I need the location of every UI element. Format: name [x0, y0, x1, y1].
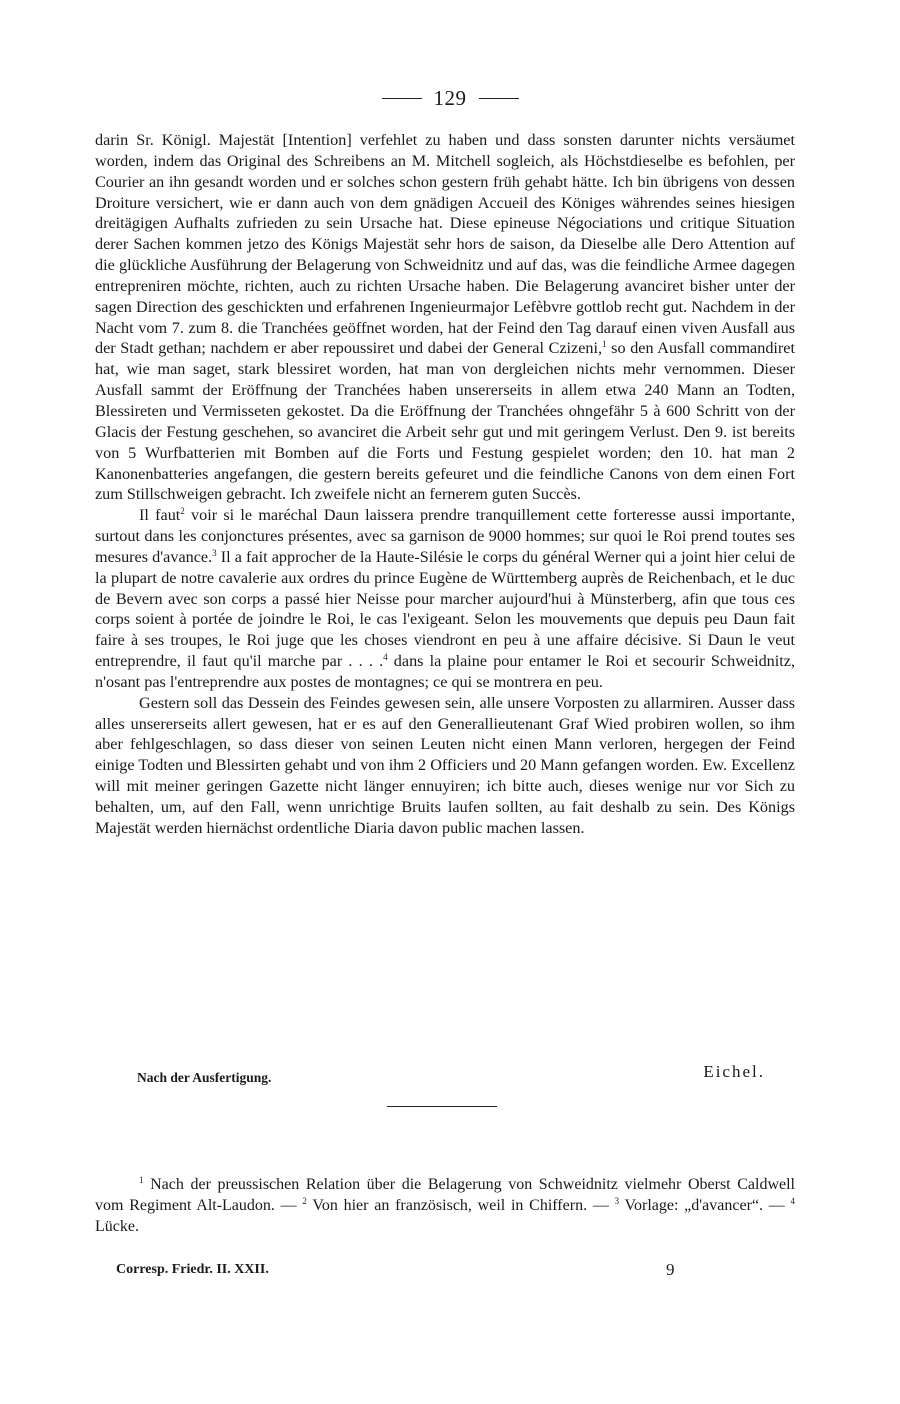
- paragraph: [95, 693, 795, 839]
- text-segment: Nach der preussischen Relation über die Belagerung von Schweidnitz vielmehr Oberst Caldwell vom Regiment Alt-Laudon. —: [95, 1176, 795, 1214]
- signature: Eichel.: [703, 1062, 765, 1081]
- footnote-marker: 3: [614, 1196, 620, 1206]
- signoff-row: [95, 1062, 795, 1090]
- footnote-marker: 2: [180, 506, 185, 517]
- text-segment: so den Ausfall commandiret hat, wie man saget, stark blessiret worden, hat man von dergleichen nichts mehr vernommen. Dieser Ausfall sammt der Eröffnung der Tranchées haben unsererseits in allem etwa 240 Mann an Todten, Blessireten und Vermisseten gekostet. Da die Eröffnung der Tranchées ohngefähr 5 à 600 Schritt von der Glacis der Festung geschehen, so avanciret die Arbeit sehr gut und mit geringem Verlust. Den 9. ist bereits von 5 Wurfbatterien mit Bomben auf die Forts und Festung gespielet worden; den 10. hat man 2 Kanonenbatteries angefangen, die gestern bereits gefeuret und die feindliche Canons von dem einen Fort zum Stillschweigen gebracht. Ich zweifele nicht an fernerem guten Succès.: [95, 339, 795, 504]
- text-segment: voir si le maréchal Daun laissera prendre tranquillement cette forteresse aussi importante, surtout dans les conjonctures présentes, avec sa garnison de 9000 hommes; sur quoi le Roi prend toutes ses mesures d'avance.: [95, 506, 795, 566]
- text-segment: darin Sr. Königl. Majestät [Intention] verfehlet zu haben und dass sonsten darunter nichts versäumet worden, indem das Original des Schreibens an M. Mitchell sogleich, als Höchstdieselbe es befohlen, per Courier an ihn gesandt worden und er solches schon gestern früh gehabt hätte. Ich bin übrigens von dessen Droiture versichert, wie er dann auch von dem gnädigen Accueil des Königes währendes seines hiesigen dreitägigen Aufhalts zufrieden zu sein Ursache hat. Diese epineuse Négociations und critique Situation derer Sachen kommen jetzo des Königs Majestät sehr hors de saison, da Dieselbe alle Dero Attention auf die glückliche Ausführung der Belagerung von Schweidnitz und auf das, was die feindliche Armee dagegen entrepreniren möchte, richten, auch zu richten Ursache haben. Die Belagerung avanciret bisher unter der sagen Direction des geschickten und erfahrenen Ingenieurmajor Lefèbvre gottlob recht gut. Nachdem in der Nacht vom 7. zum 8. die Tranchées geöffnet worden, hat der Feind den Tag darauf einen viven Ausfall aus der Stadt gethan; nachdem er aber repoussiret und dabei der General Czizeni,: [95, 131, 795, 358]
- footer-signature-mark: 9: [666, 1260, 675, 1279]
- page-header: [0, 86, 900, 111]
- text-segment: Il a fait approcher de la Haute-Silésie le corps du général Werner qui a joint hier celui de la plupart de notre cavalerie aux ordres du prince Eugène de Württemberg auprès de Reichenbach, et le duc de Bevern avec son corps a passé hier Neisse pour marcher aujourd'hui à Münsterberg, afin que tous ces corps soient à portée de joindre le Roi, le cas l'exigeant. Selon les mouvements que depuis peu Daun fait faire à ses troupes, le Roi juge que les choses viendront en peu à une affaire décisive. Si Daun le veut entreprendre, il faut qu'il marche par . . . .: [95, 547, 796, 671]
- header-rule-right: [479, 98, 519, 99]
- footnotes: [95, 1174, 795, 1237]
- footnote-marker: 2: [302, 1196, 307, 1206]
- text-segment: Vorlage: „d'avancer“. —: [619, 1197, 791, 1214]
- paragraph: [95, 130, 795, 505]
- paragraph: [95, 505, 795, 693]
- letter-body: [95, 130, 795, 839]
- footnote-separator: [387, 1106, 497, 1107]
- text-segment: Lücke.: [95, 1218, 139, 1235]
- text-segment: Von hier an französisch, weil in Chiffern. —: [306, 1197, 615, 1214]
- text-segment: Il faut: [139, 506, 181, 525]
- footer-series-title: Corresp. Friedr. II. XXII.: [116, 1262, 269, 1277]
- footnote-marker: 4: [790, 1196, 795, 1206]
- footnote-marker: 1: [602, 339, 607, 350]
- footnote-marker: 4: [383, 652, 388, 663]
- footnote-marker: 1: [139, 1175, 144, 1185]
- text-segment: Gestern soll das Dessein des Feindes gewesen sein, alle unsere Vorposten zu allarmiren. Ausser dass alles unsererseits allert gewesen, hat er es auf den Generallieutenant Graf Wied probiren wollen, so ihm aber fehlgeschlagen, so dass dieser von seinen Leuten nicht einen Mann verloren, hergegen der Feind einige Todten und Blessirten gehabt und von ihm 2 Officiers und 20 Mann gefangen worden. Ew. Excellenz will mit meiner geringen Gazette nicht länger ennuyiren; ich bitte auch, dieses wenige nur vor Sich zu behalten, um, auf den Fall, wenn unrichtige Bruits laufen sollten, au fait deshalb zu sein. Des Königs Majestät werden hiernächst ordentliche Diaria davon public machen lassen.: [95, 693, 795, 837]
- footnote-marker: 3: [212, 547, 217, 558]
- source-note: Nach der Ausfertigung.: [137, 1070, 272, 1085]
- header-rule-left: [382, 98, 422, 99]
- page-number: 129: [433, 86, 467, 110]
- text-segment: dans la plaine pour entamer le Roi et secourir Schweidnitz, n'osant pas l'entreprendre aux postes de montagnes; ce qui se montrera en peu.: [95, 652, 795, 691]
